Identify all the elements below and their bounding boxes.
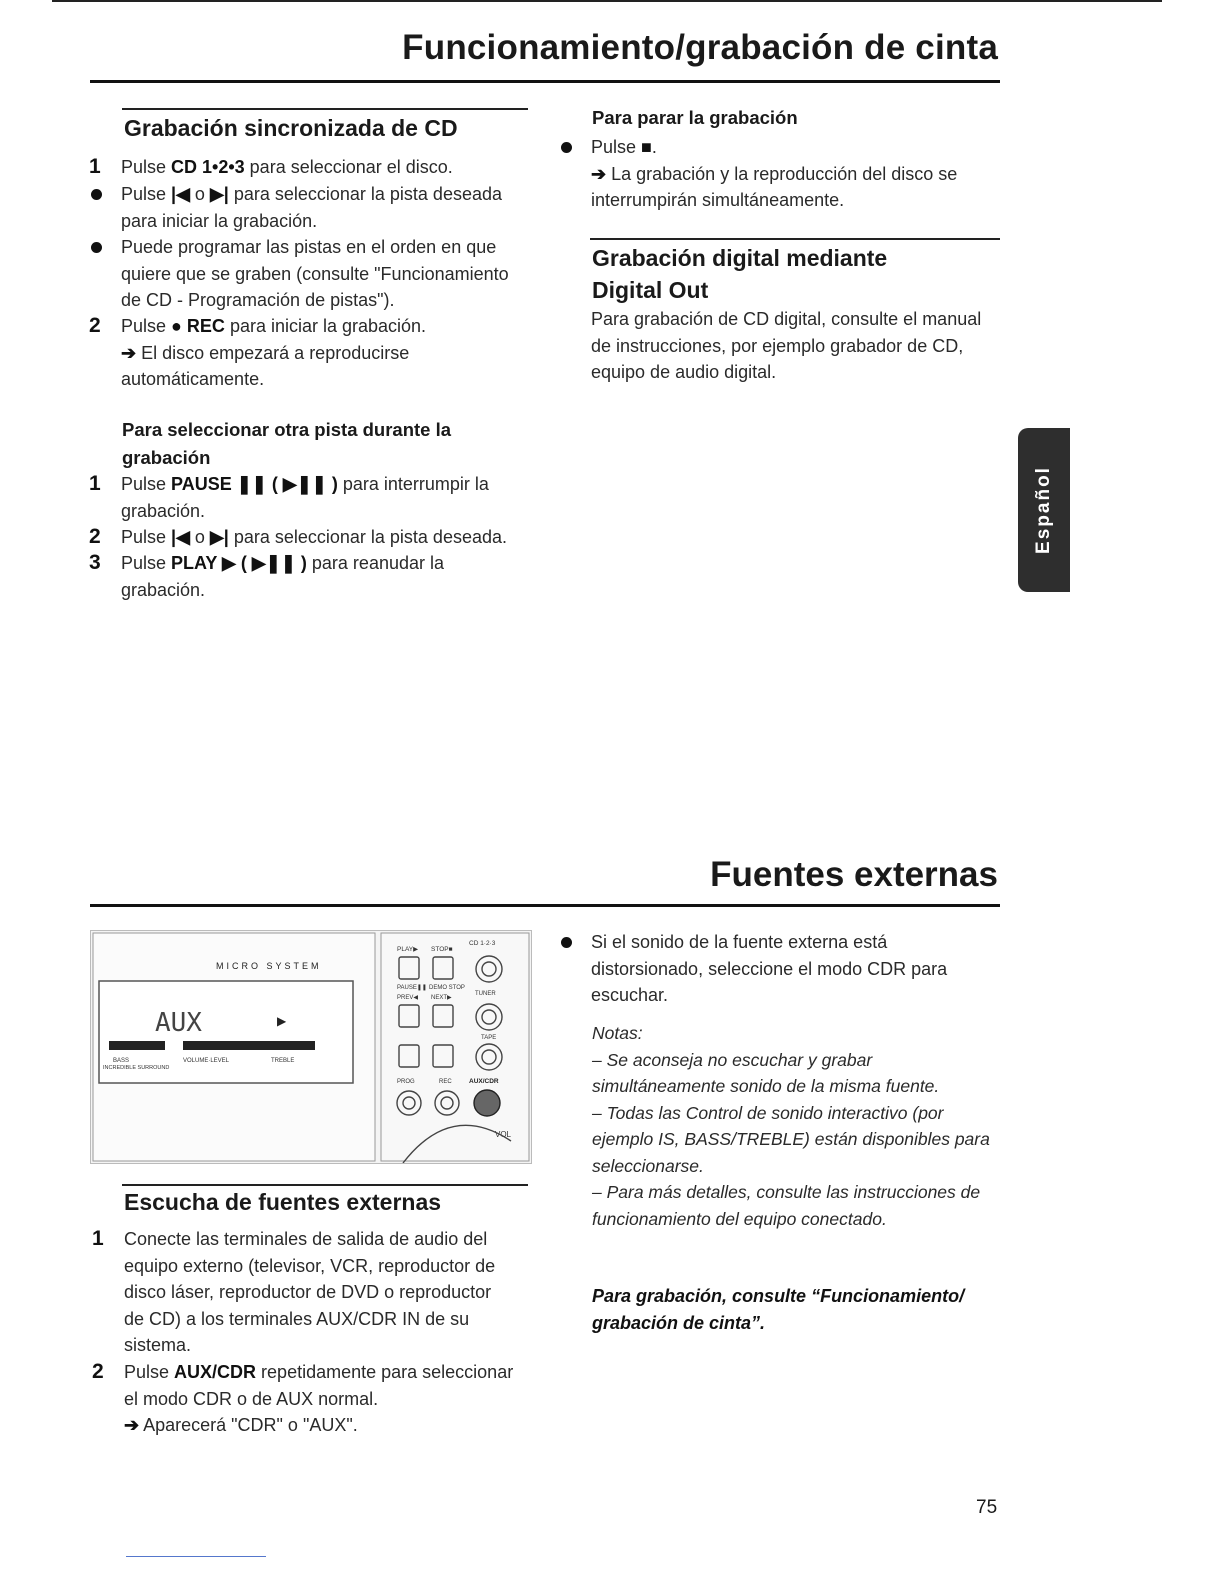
arrow-icon: ➔ [121,342,137,363]
aux-cdr-button-label: AUX/CDR [174,1362,257,1382]
step-number: 3 [89,551,101,574]
listen-step-2: 2 Pulse AUX/CDR repetidamente para seleccionar el modo CDR o de AUX normal. ➔ Aparecerá "CDR" o "AUX". [92,1360,514,1435]
section-rule [122,108,528,110]
step-number: 2 [89,525,101,548]
language-tab-label: Español [1033,466,1054,554]
footer-rule [126,1556,266,1557]
listen-step-1: 1 Conecte las terminales de salida de audio del equipo externo (televisor, VCR, reproductor de disco láser, reproductor de DVD o reproductor de CD) a los terminales AUX/CDR IN de su sistema. [92,1227,496,1355]
step-number: 2 [92,1360,104,1383]
bullet [91,242,102,253]
arrow-icon: ➔ [124,1415,140,1435]
sync-step-1: 1 Pulse CD 1•2•3 para seleccionar el disco. [121,154,453,181]
prev-icon: |◀ [171,184,190,204]
select-step-3: 3 Pulse PLAY ▶ ( ▶❚❚ ) para reanudar la grabación. [89,551,444,600]
bullet [561,937,572,948]
display-readout: AUX [155,1008,202,1038]
section-title-external: Fuentes externas [710,855,998,894]
label-next: NEXT▶ [431,995,452,1001]
digital-paragraph: Para grabación de CD digital, consulte el manual de instrucciones, por ejemplo grabador de CD, equipo de audio digital. [591,309,982,382]
label-tuner: TUNER [475,991,496,997]
section-title-sync: Grabación sincronizada de CD [124,115,458,141]
notes-block: Notas: – Se aconseja no escuchar y grabar simultáneamente sonido de la misma fuente. – Todas las Control de sonido interactivo (por ejemplo IS, BASS/TREBLE) están disponibles para seleccionarse. – Para más detalles, consulte las instrucciones de funcionamiento del equipo conectado. [592,1023,990,1229]
select-step-1: 1 Pulse PAUSE ❚❚ ( ▶❚❚ ) para interrumpir la grabación. [89,472,489,521]
bullet [561,142,572,153]
subsection-title-select: Para seleccionar otra pista durante la grabación [122,419,452,468]
next-icon: ▶| [209,184,229,204]
arrow-icon: ➔ [591,163,607,184]
stop-square-icon: ■ [641,137,652,157]
label-pause: PAUSE❚❚ [397,985,427,991]
eq-label-bass: BASS [113,1058,130,1064]
play-indicator-icon: ▶ [277,1014,287,1028]
step-number: 1 [89,155,101,178]
equalizer-bars [109,1041,315,1050]
sync-bullet-2: Puede programar las pistas en el orden en que quiere que se graben (consulte "Funcionamiento de CD - Programación de pistas"). [121,234,509,314]
label-prog: PROG [397,1079,415,1085]
label-cd: CD 1·2·3 [469,940,496,947]
brand-label: MICRO SYSTEM [216,961,322,971]
page-title: Funcionamiento/grabación de cinta [402,28,998,67]
title-rule [90,904,1000,907]
eq-label-volume: VOLUME·LEVEL [183,1058,230,1064]
cd-button-label: CD 1•2•3 [171,157,245,177]
rec-dot-icon: ● [171,316,182,336]
page-number: 75 [976,1497,998,1518]
top-rule [52,0,1162,2]
stop-bullet: Pulse ■. ➔ La grabación y la reproducción del disco se interrumpirán simultáneamente. [591,134,957,214]
language-tab [1018,428,1070,592]
next-icon: ▶| [209,527,229,547]
label-rec: REC [439,1079,452,1085]
prev-icon: |◀ [171,527,190,547]
label-play: PLAY▶ [397,946,419,953]
sync-step-2: 2 Pulse ● REC para iniciar la grabación. ➔ El disco empezará a reproducirse automáticamente. [89,314,427,389]
eq-label-surround: INCREDIBLE SURROUND [103,1065,170,1071]
eq-label-treble: TREBLE [271,1058,295,1064]
section-title-listen: Escucha de fuentes externas [124,1189,442,1215]
notes-title: Notas: [592,1023,643,1043]
pause-button-label: PAUSE ❚❚ ( ▶❚❚ ) [171,474,338,494]
device-illustration [90,930,532,1164]
section-rule [590,238,1000,240]
bullet [91,189,102,200]
label-aux-cdr: AUX/CDR [469,1078,499,1085]
rec-button-label: REC [186,316,225,336]
select-step-2: 2 Pulse |◀ o ▶| para seleccionar la pista deseada. [121,524,507,551]
section-title-digital: Grabación digital mediante Digital Out [592,245,888,303]
label-tape: TAPE [481,1035,497,1041]
play-button-label: PLAY ▶ ( ▶❚❚ ) [171,553,307,573]
label-vol: VOL [495,1130,512,1139]
title-rule [90,80,1000,83]
label-demo-stop: DEMO STOP [429,985,465,991]
sync-bullet-1: Pulse |◀ o ▶| para seleccionar la pista deseada para iniciar la grabación. [121,181,502,234]
external-bullet: Si el sonido de la fuente externa está distorsionado, seleccione el modo CDR para escuchar. [591,929,947,1009]
aux-cdr-button-highlight [474,1090,500,1116]
subsection-title-stop: Para parar la grabación [592,107,798,128]
step-number: 2 [89,314,101,337]
label-prev: PREV◀ [397,995,418,1001]
device-panel-drawing [91,931,531,1163]
step-number: 1 [92,1227,104,1250]
recording-reference: Para grabación, consulte “Funcionamiento/ grabación de cinta”. [592,1286,965,1333]
label-stop: STOP■ [431,946,453,953]
step-number: 1 [89,472,101,495]
